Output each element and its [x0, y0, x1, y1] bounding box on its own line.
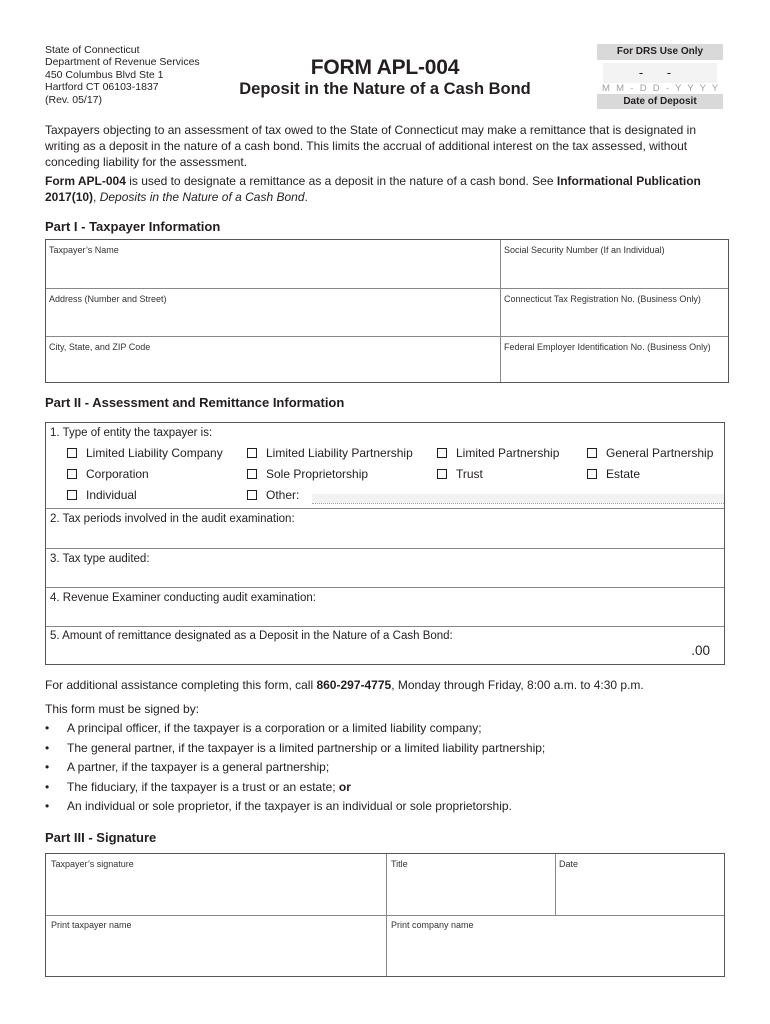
- checkbox-square: [437, 469, 447, 479]
- q1-entity-type-label: 1. Type of entity the taxpayer is:: [50, 427, 213, 439]
- checkbox-square: [67, 469, 77, 479]
- tax-periods-field[interactable]: [46, 509, 724, 548]
- agency-address-block: [45, 44, 200, 106]
- checkbox-square: [437, 448, 447, 458]
- llc-label: Limited Liability Company: [86, 446, 223, 460]
- title-field[interactable]: [387, 854, 555, 915]
- estate-checkbox[interactable]: [587, 467, 640, 481]
- checkbox-square: [67, 448, 77, 458]
- list-item: [45, 719, 735, 739]
- amount-cents: .00: [691, 643, 710, 658]
- date-field[interactable]: [556, 854, 724, 915]
- ct-tax-registration-label: Connecticut Tax Registration No. (Business Only): [504, 294, 701, 304]
- bullet: •: [45, 779, 50, 794]
- checkbox-square: [247, 469, 257, 479]
- intro-text: is used to designate a remittance as a deposit in the nature of a cash bond. See: [125, 174, 557, 188]
- individual-label: Individual: [86, 488, 137, 502]
- intro-paragraph: Taxpayers objecting to an assessment of tax owed to the State of Connecticut may make a remittance that is designated in writing as a deposit in the nature of a cash bond. This limits the accrual of additional interest on the tax assessed, without conceding liability for the assessment.: [45, 123, 697, 169]
- date-of-deposit-field[interactable]: - -: [603, 63, 717, 83]
- list-item-text: An individual or sole proprietor, if the taxpayer is an individual or sole proprietorship.: [67, 799, 512, 813]
- gp-label: General Partnership: [606, 446, 714, 460]
- signing-intro: This form must be signed by:: [45, 702, 200, 716]
- other-label: Other:: [266, 488, 300, 502]
- remittance-amount-field[interactable]: [46, 627, 724, 664]
- assistance-line: [45, 677, 730, 693]
- bullet: •: [45, 721, 50, 735]
- q3-label: 3. Tax type audited:: [50, 553, 150, 565]
- individual-checkbox[interactable]: [67, 488, 137, 502]
- q5-label: 5. Amount of remittance designated as a Deposit in the Nature of a Cash Bond:: [50, 630, 453, 642]
- trust-checkbox[interactable]: [437, 467, 483, 481]
- date-label: Date: [559, 859, 579, 869]
- drs-use-box: [597, 44, 723, 112]
- revenue-examiner-field[interactable]: [46, 588, 724, 626]
- part2-title: Part II - Assessment and Remittance Information: [45, 395, 345, 410]
- bullet: •: [45, 799, 50, 813]
- llp-checkbox[interactable]: [247, 446, 413, 460]
- list-item-text: A principal officer, if the taxpayer is a corporation or a limited liability company;: [67, 721, 482, 735]
- address-label: Address (Number and Street): [49, 294, 167, 304]
- checkbox-square: [587, 469, 597, 479]
- sole-proprietorship-label: Sole Proprietorship: [266, 467, 369, 481]
- corporation-label: Corporation: [86, 467, 149, 481]
- publication-paragraph: [45, 173, 730, 205]
- revision-line: (Rev. 05/17): [45, 93, 102, 106]
- form-title: FORM APL-004: [310, 56, 460, 79]
- corporation-checkbox[interactable]: [67, 467, 149, 481]
- fein-field[interactable]: [501, 337, 728, 382]
- q4-label: 4. Revenue Examiner conducting audit examination:: [50, 592, 316, 604]
- assistance-text: For additional assistance completing this form, call: [45, 678, 317, 692]
- city-state-zip-field[interactable]: [46, 337, 500, 382]
- agency-line: State of Connecticut: [45, 44, 140, 56]
- taxpayer-name-field[interactable]: [46, 240, 500, 288]
- title-label: Title: [391, 859, 408, 869]
- signature-label: Taxpayer’s signature: [51, 859, 134, 869]
- form-reference: Form APL-004: [45, 174, 126, 188]
- print-taxpayer-name-field[interactable]: [46, 916, 386, 976]
- agency-line: Department of Revenue Services: [45, 56, 200, 69]
- drs-use-header: For DRS Use Only: [597, 44, 723, 60]
- taxpayer-signature-field[interactable]: [46, 854, 386, 915]
- sole-proprietorship-checkbox[interactable]: [247, 467, 368, 481]
- part3-title: Part III - Signature: [45, 830, 157, 845]
- date-of-deposit-label: Date of Deposit: [597, 94, 723, 109]
- publication-reference: Informational Publication 2017(10): [45, 174, 701, 204]
- or-conjunction: or: [338, 779, 351, 794]
- list-item-text: The general partner, if the taxpayer is a limited partnership or a limited liability partnership;: [67, 740, 546, 755]
- publication-title: Deposits in the Nature of a Cash Bond: [99, 190, 305, 204]
- signature-table: [45, 853, 725, 977]
- checkbox-square: [67, 490, 77, 500]
- tax-type-field[interactable]: [46, 549, 724, 587]
- assistance-phone: 860-297-4775: [316, 678, 392, 692]
- lp-label: Limited Partnership: [456, 446, 560, 460]
- ssn-field[interactable]: [501, 240, 728, 288]
- agency-line: 450 Columbus Blvd Ste 1: [45, 68, 164, 81]
- list-item-text: A partner, if the taxpayer is a general partnership;: [67, 760, 330, 774]
- address-field[interactable]: [46, 289, 500, 336]
- checkbox-square: [587, 448, 597, 458]
- lp-checkbox[interactable]: [437, 446, 559, 460]
- form-subtitle: Deposit in the Nature of a Cash Bond: [239, 80, 531, 98]
- list-item: [45, 797, 735, 817]
- gp-checkbox[interactable]: [587, 446, 713, 460]
- trust-label: Trust: [456, 467, 483, 481]
- part1-title: Part I - Taxpayer Information: [45, 219, 221, 234]
- fein-label: Federal Employer Identification No. (Business Only): [504, 342, 711, 352]
- ssn-label: Social Security Number (If an Individual): [504, 245, 665, 255]
- list-item: [45, 778, 735, 798]
- llp-label: Limited Liability Partnership: [266, 446, 413, 460]
- print-taxpayer-name-label: Print taxpayer name: [51, 920, 132, 930]
- print-company-name-field[interactable]: [387, 916, 724, 976]
- q2-label: 2. Tax periods involved in the audit examination:: [50, 513, 295, 525]
- list-item: [45, 758, 735, 778]
- checkbox-square: [247, 448, 257, 458]
- intro-text: .: [304, 190, 308, 204]
- assistance-text: , Monday through Friday, 8:00 a.m. to 4:30 p.m.: [391, 678, 644, 692]
- list-item: [45, 739, 735, 759]
- intro-text: ,: [93, 190, 100, 204]
- date-format-hint: M M - D D - Y Y Y Y: [602, 83, 720, 94]
- list-item-text: The fiduciary, if the taxpayer is a trust or an estate; or: [67, 779, 351, 794]
- print-company-name-label: Print company name: [391, 920, 474, 930]
- llc-checkbox[interactable]: [67, 446, 223, 460]
- bullet: •: [45, 760, 50, 774]
- other-entity-input[interactable]: [312, 494, 724, 504]
- bullet: •: [45, 740, 50, 755]
- agency-line: Hartford CT 06103-1837: [45, 81, 159, 94]
- ct-tax-registration-field[interactable]: [501, 289, 728, 336]
- signing-list: [45, 719, 735, 817]
- city-state-zip-label: City, State, and ZIP Code: [49, 342, 151, 352]
- taxpayer-info-table: [45, 239, 729, 383]
- taxpayer-name-label: Taxpayer’s Name: [49, 245, 119, 255]
- assessment-info-table: [45, 422, 725, 665]
- estate-label: Estate: [606, 467, 641, 481]
- other-checkbox[interactable]: [247, 488, 299, 502]
- checkbox-square: [247, 490, 257, 500]
